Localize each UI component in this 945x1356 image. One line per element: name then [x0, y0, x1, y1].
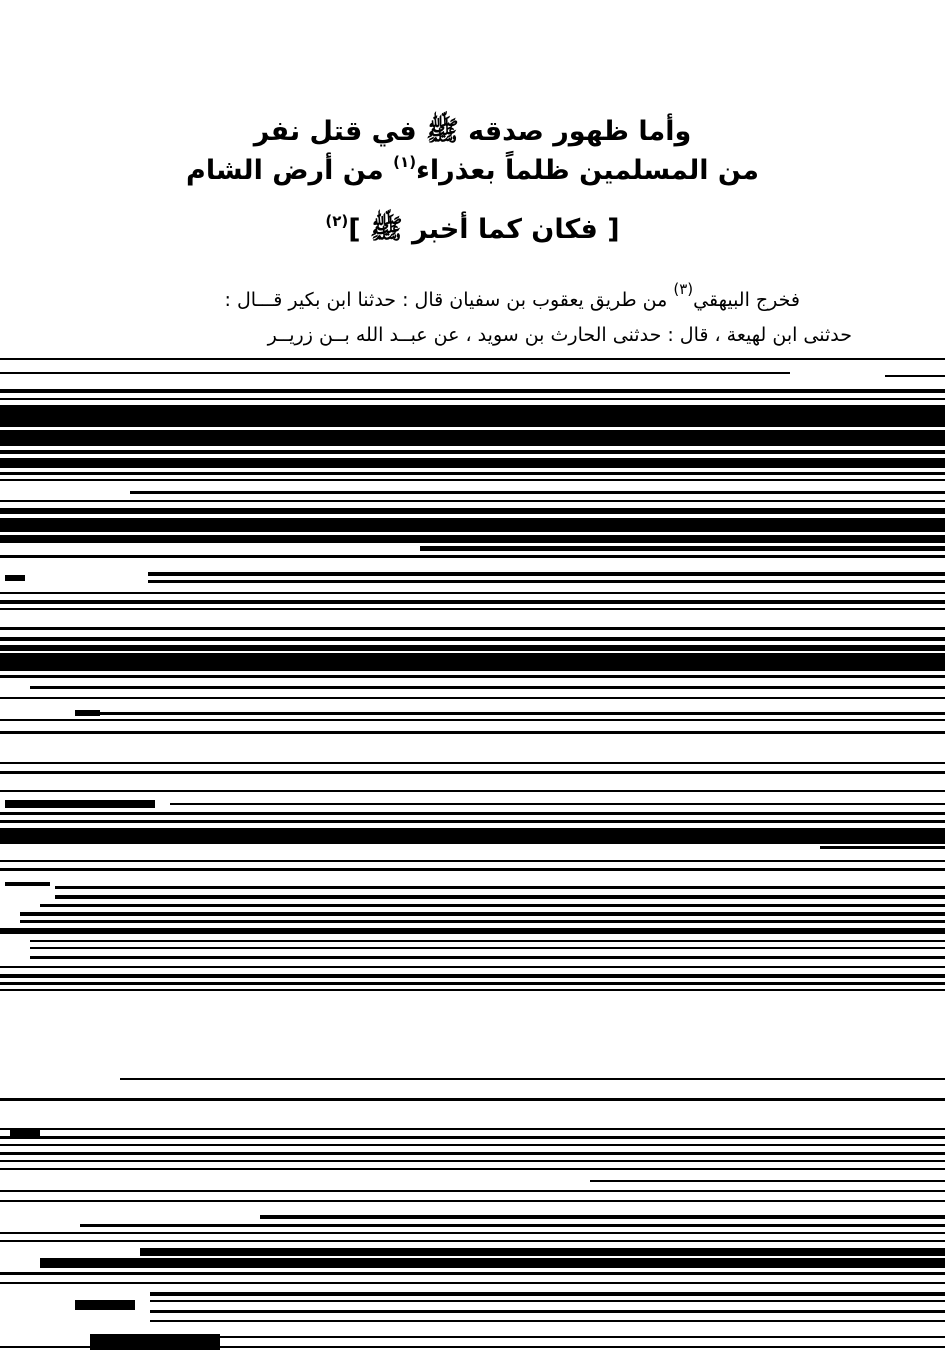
footnote-ref-1: (١): [393, 153, 417, 171]
footnote-ref-3: (٣): [673, 280, 694, 298]
body-text-1-rest: من طريق يعقوب بن سفيان قال : حدثنا ابن بكير قـــال :: [224, 289, 674, 311]
title-text-2-tail: من أرض الشام: [186, 155, 394, 186]
title-text-1: وأما ظهور صدقه ﷺ في قتل نفر: [253, 116, 692, 147]
body-text-1-start: فخرج البيهقي: [693, 289, 800, 311]
body-text-2: حدثنى ابن لهيعة ، قال : حدثنى الحارث بن سويد ، عن عبــد الله بــن زريــر: [267, 324, 852, 346]
footnote-ref-2: (٢): [325, 212, 349, 230]
title-text-2: من المسلمين ظلماً بعذراء: [416, 155, 759, 186]
subtitle-text: [ فكان كما أخبر ﷺ ]: [348, 214, 620, 245]
